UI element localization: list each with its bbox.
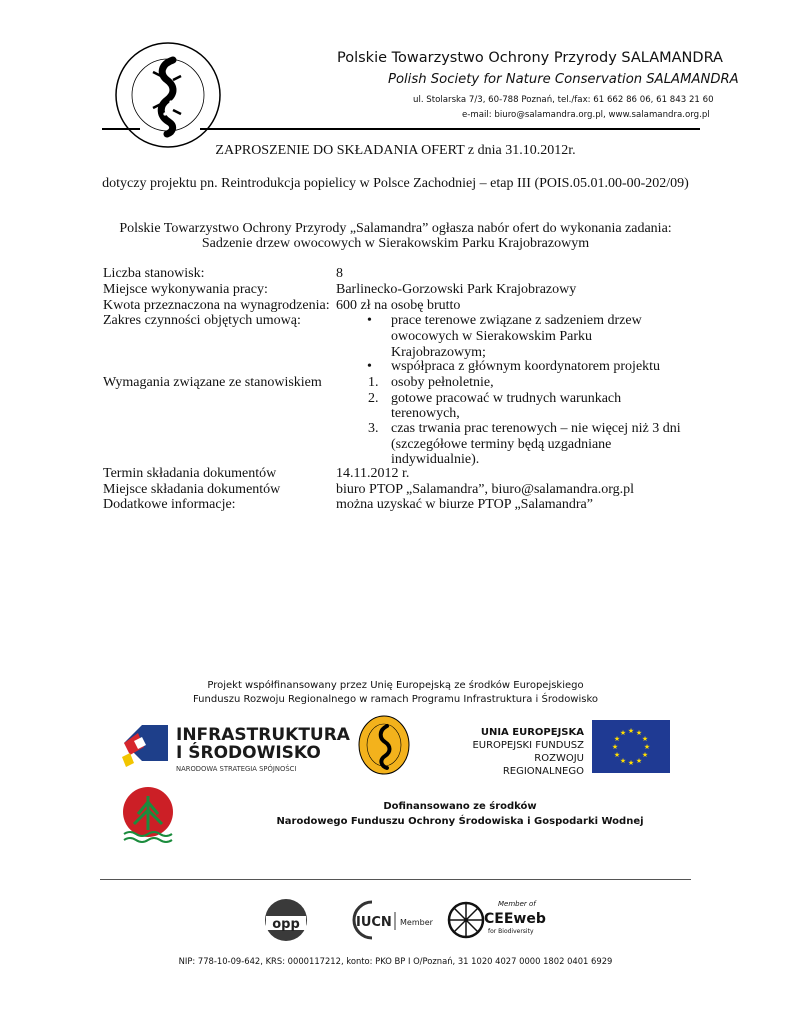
document-title: ZAPROSZENIE DO SKŁADANIA OFERT z dnia 31.10.2012r. (215, 143, 576, 158)
salamandra-logo (113, 40, 223, 150)
amount-label: Kwota przeznaczona na wynagrodzenia: (103, 298, 330, 313)
iucn-logo (350, 898, 442, 942)
org-name-en: Polish Society for Nature Conservation SALAMANDRA (388, 72, 739, 87)
svg-text:★: ★ (627, 759, 635, 767)
infra-subtitle: NARODOWA STRATEGIA SPÓJNOŚCI (176, 765, 297, 773)
requirement-3-line-3: indywidualnie). (391, 452, 480, 467)
cofinance-line-2: Funduszu Rozwoju Regionalnego w ramach Programu Infrastruktura i Środowisko (192, 694, 599, 705)
ceeweb-logo (446, 896, 546, 944)
infrastruktura-title (176, 726, 350, 762)
eu-line-3: ROZWOJU REGIONALNEGO (502, 753, 584, 777)
nfosigw-logo (120, 786, 178, 846)
org-email-line: e-mail: biuro@salamandra.org.pl, www.salamandra.org.pl (462, 110, 710, 120)
nip-bank-info: NIP: 778-10-09-642, KRS: 0000117212, konto: PKO BP I O/Poznań, 31 1020 4027 0000 1802 0401 6929 (178, 956, 613, 966)
ceeweb-member-of: Member of (498, 900, 536, 908)
submit-place-label: Miejsce składania dokumentów (103, 482, 281, 497)
ceeweb-sub: for Biodiversity (488, 928, 534, 935)
svg-text:★: ★ (613, 751, 621, 759)
submit-place-value: biuro PTOP „Salamandra”, biuro@salamandra.org.pl (336, 482, 635, 497)
positions-value: 8 (336, 266, 343, 281)
org-address: ul. Stolarska 7/3, 60-788 Poznań, tel./fax: 61 662 86 06, 61 843 21 60 (413, 95, 714, 105)
positions-label: Liczba stanowisk: (103, 266, 205, 281)
scope-item-1-line-1: prace terenowe związane z sadzeniem drzew (391, 313, 642, 328)
iucn-member: Member (400, 918, 433, 927)
deadline-label: Termin składania dokumentów (103, 466, 277, 481)
footer-rule (100, 879, 691, 880)
bullet-icon: • (367, 359, 372, 374)
requirement-1: osoby pełnoletnie, (391, 375, 494, 390)
scope-item-2: współpraca z głównym koordynatorem projektu (391, 359, 661, 374)
svg-text:★: ★ (643, 743, 651, 751)
svg-text:★: ★ (613, 735, 621, 743)
requirement-number: 2. (368, 391, 379, 406)
bullet-icon: • (367, 313, 372, 328)
eu-fund-text (456, 726, 584, 778)
requirement-2-line-1: gotowe pracować w trudnych warunkach (391, 391, 622, 406)
eu-line-2: EUROPEJSKI FUNDUSZ (472, 740, 584, 751)
deadline-value: 14.11.2012 r. (336, 466, 410, 481)
nfosigw-line-2: Narodowego Funduszu Ochrony Środowiska i Gospodarki Wodnej (276, 816, 644, 827)
infra-line-2: I ŚRODOWISKO (176, 743, 321, 763)
header-rule-left (102, 128, 140, 130)
svg-text:★: ★ (641, 751, 649, 759)
opp-text: opp (272, 917, 300, 932)
ceeweb-name: CEEweb (484, 911, 546, 927)
eu-line-1: UNIA EUROPEJSKA (480, 727, 584, 738)
extra-info-value: można uzyskać w biurze PTOP „Salamandra” (336, 497, 593, 512)
eu-flag-icon (592, 720, 670, 773)
cofinance-line-1: Projekt współfinansowany przez Unię Europejską ze środków Europejskiego (207, 680, 584, 691)
svg-text:★: ★ (641, 735, 649, 743)
svg-text:★: ★ (619, 729, 627, 737)
infrastruktura-flag-logo (120, 713, 172, 773)
place-label: Miejsce wykonywania pracy: (103, 282, 268, 297)
requirement-3-line-2: (szczegółowe terminy będą uzgadniane (391, 437, 612, 452)
announcement-line-2: Sadzenie drzew owocowych w Sierakowskim Parku Krajobrazowym (201, 236, 590, 251)
nfosigw-line-1: Dofinansowano ze środków (383, 801, 537, 812)
svg-text:★: ★ (611, 743, 619, 751)
svg-text:★: ★ (635, 729, 643, 737)
announcement-line-1: Polskie Towarzystwo Ochrony Przyrody „Salamandra” ogłasza nabór ofert do wykonania zadania: (119, 221, 672, 236)
requirement-3-line-1: czas trwania prac terenowych – nie więcej niż 3 dni (391, 421, 681, 436)
requirement-2-line-2: terenowych, (391, 406, 460, 421)
scope-item-1-line-2: owocowych w Sierakowskim Parku (391, 329, 593, 344)
infra-line-1: INFRASTRUKTURA (176, 725, 350, 745)
org-name: Polskie Towarzystwo Ochrony Przyrody SALAMANDRA (337, 50, 723, 66)
iucn-text: IUCN (356, 915, 392, 930)
header-rule-right (200, 128, 700, 130)
requirements-label: Wymagania związane ze stanowiskiem (103, 375, 322, 390)
svg-text:★: ★ (619, 757, 627, 765)
opp-logo (262, 898, 310, 942)
place-value: Barlinecko-Gorzowski Park Krajobrazowy (336, 282, 577, 297)
project-line: dotyczy projektu pn. Reintrodukcja popielicy w Polsce Zachodniej – etap III (POIS.05.01.00-00-202/09) (102, 176, 689, 191)
scope-label: Zakres czynności objętych umową: (103, 313, 301, 328)
extra-info-label: Dodatkowe informacje: (103, 497, 236, 512)
scope-item-1-line-3: Krajobrazowym; (391, 345, 486, 360)
salamandra-badge-logo (357, 714, 411, 776)
svg-text:★: ★ (627, 727, 635, 735)
requirement-number: 3. (368, 421, 379, 436)
amount-value: 600 zł na osobę brutto (336, 298, 461, 313)
svg-text:★: ★ (635, 757, 643, 765)
requirement-number: 1. (368, 375, 379, 390)
